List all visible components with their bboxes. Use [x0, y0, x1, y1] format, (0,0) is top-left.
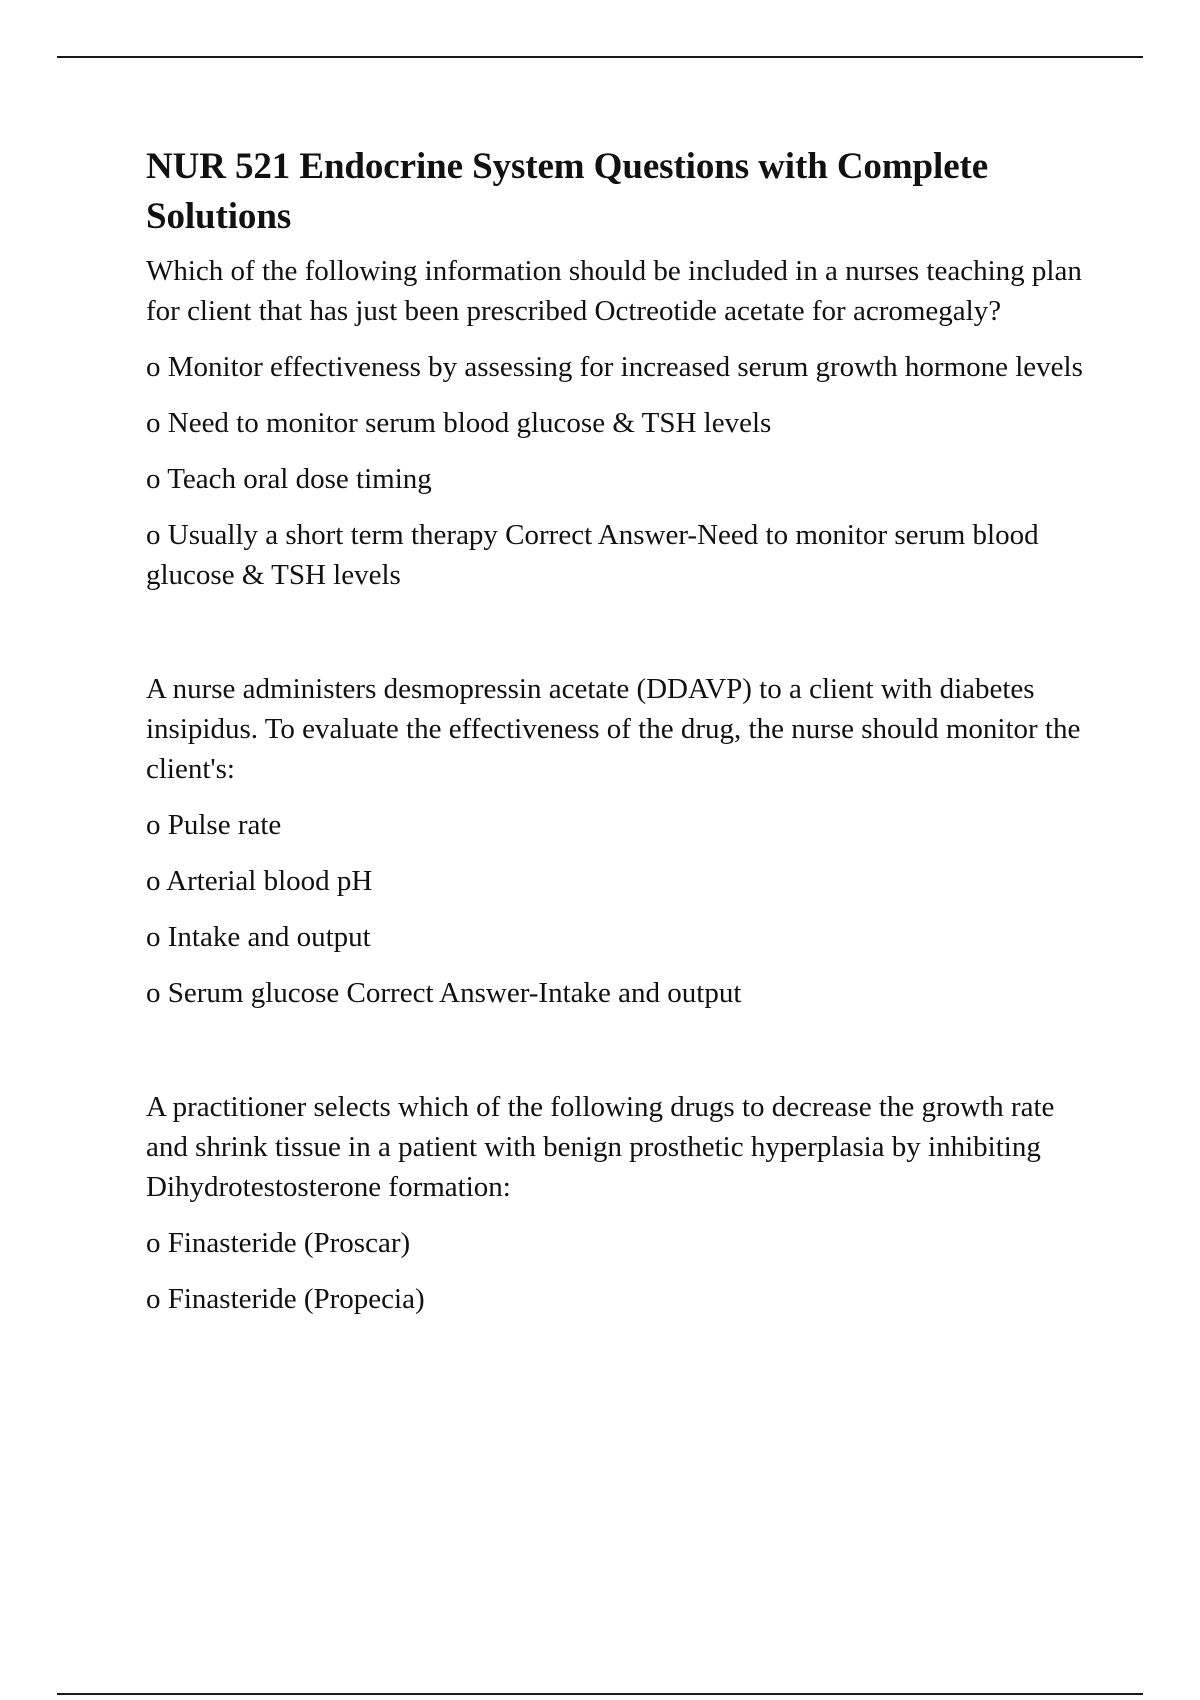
- answer-option: o Finasteride (Proscar): [146, 1227, 411, 1259]
- question-block-3: [146, 1087, 1096, 1319]
- answer-option: o Usually a short term therapy Correct Answer-Need to monitor serum blood glucose & TSH levels: [146, 519, 1039, 591]
- question-block-1: [146, 251, 1096, 595]
- answer-option: o Pulse rate: [146, 809, 282, 841]
- answer-option: o Arterial blood pH: [146, 865, 373, 897]
- question-prompt: Which of the following information should be included in a nurses teaching plan for client that has just been prescribed Octreotide acetate for acromegaly?: [146, 255, 1082, 327]
- page-title: NUR 521 Endocrine System Questions with Complete Solutions: [146, 146, 989, 237]
- answer-option: o Serum glucose Correct Answer-Intake and output: [146, 977, 742, 1009]
- answer-option: o Need to monitor serum blood glucose & TSH levels: [146, 407, 772, 439]
- answer-option: o Intake and output: [146, 921, 371, 953]
- question-block-2: [146, 669, 1096, 1013]
- question-prompt: A practitioner selects which of the following drugs to decrease the growth rate and shrink tissue in a patient with benign prosthetic hyperplasia by inhibiting Dihydrotestosterone formation:: [146, 1091, 1055, 1203]
- question-prompt: A nurse administers desmopressin acetate (DDAVP) to a client with diabetes insipidus. To evaluate the effectiveness of the drug, the nurse should monitor the client's:: [146, 673, 1081, 785]
- top-rule: [57, 56, 1143, 58]
- bottom-rule: [57, 1693, 1143, 1695]
- document-body: [146, 142, 1096, 1335]
- answer-option: o Finasteride (Propecia): [146, 1283, 425, 1315]
- answer-option: o Monitor effectiveness by assessing for increased serum growth hormone levels: [146, 351, 1083, 383]
- answer-option: o Teach oral dose timing: [146, 463, 432, 495]
